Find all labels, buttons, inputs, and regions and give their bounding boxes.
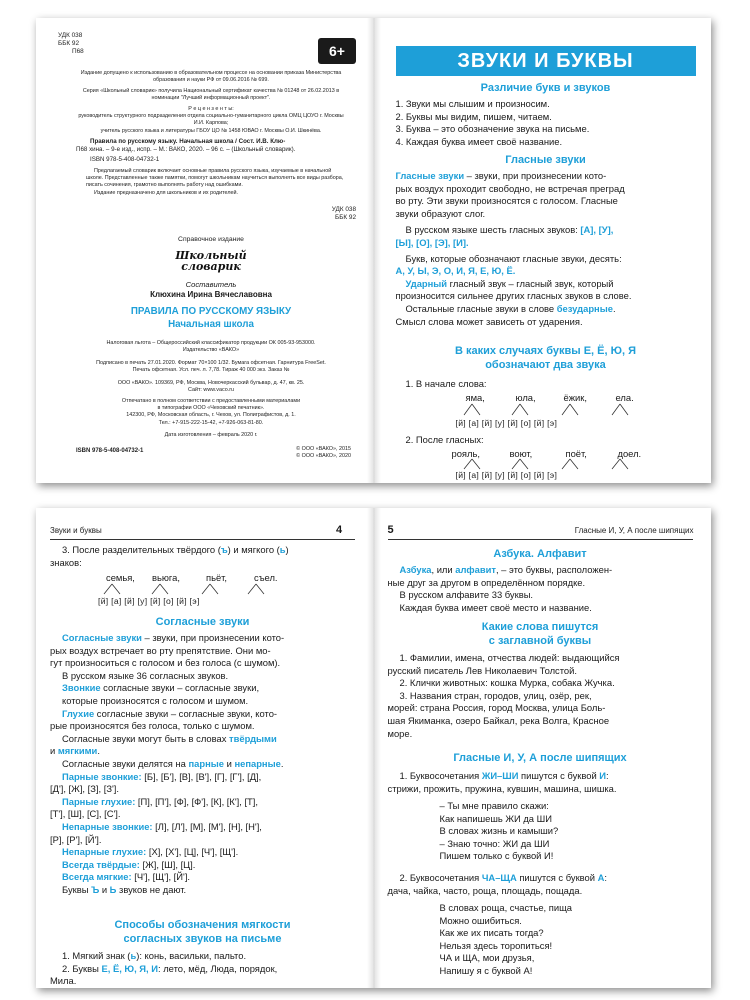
separator-text-4: знаков: — [50, 556, 82, 568]
voiced-def-1: согласные звуки – согласные звуки, — [100, 682, 260, 694]
term-always-soft: Всегда мягкие: — [62, 871, 132, 883]
cha-text-1: 2. Буквосочетания — [399, 872, 482, 883]
page-number: 4 — [336, 524, 343, 536]
vowels-def-3: во рту. Эти звуки произносятся с голосом. Гласные — [395, 195, 618, 207]
paired-voiced-1: [Б], [Б'], [В], [В'], [Г], [Г'], [Д], — [141, 770, 262, 782]
copyright-1: © ООО «ВАКО», 2015 — [296, 446, 351, 452]
heading-consonants: Согласные звуки — [155, 616, 250, 628]
consonants-def-2: рых воздух встречает во рту препятствие. Они мо- — [50, 644, 271, 656]
isbn-bottom: ISBN 978-5-408-04732-1 — [76, 448, 144, 454]
zhi-shi-rule: 1. Буквосочетания ЖИ–ШИ пишутся с буквой И: стрижи, прожить, пружина, кувшин, машина, шишка. — [388, 770, 698, 795]
heading-two-sounds-2: обозначают два звука — [485, 359, 606, 371]
voiceless-def-2: рые произносятся без голоса, только с шумом. — [50, 720, 255, 732]
biblio-line-1: Правила по русскому языку. Начальная школа / Сост. И.В. Клю- — [90, 138, 286, 145]
paired-voiced-2: [Д'], [Ж], [З], [З']. — [50, 783, 119, 795]
zhi-examples: стрижи, прожить, пружина, кувшин, машина, шишка. — [387, 782, 617, 794]
stressed-def-1: гласный звук – гласный звук, который — [447, 277, 614, 289]
softness-1-start: 1. Мягкий знак ( — [62, 950, 131, 961]
printer-line-2: в типографии ООО «Чеховский печатник». — [157, 405, 265, 412]
softness-2-end: : лето, мёд, Люда, порядок, — [158, 962, 278, 974]
tax-block — [76, 340, 346, 354]
six-vowels-list-2: [Ы], [О], [Э], [И]. — [395, 236, 469, 248]
softness-1-end: ): конь, васильки, пальто. — [136, 950, 247, 961]
example-word: доел. — [617, 448, 642, 459]
page-5 — [374, 508, 712, 988]
capital-body — [388, 652, 698, 740]
zhi-text-1: 1. Буквосочетания — [399, 770, 482, 781]
bottom-book-spread — [36, 508, 711, 988]
imprint-page — [36, 18, 374, 483]
logo-line-2: словарик — [181, 260, 241, 273]
six-vowels-text: В русском языке шесть гласных звуков: — [405, 224, 581, 236]
heading-alphabet: Азбука. Алфавит — [493, 548, 587, 560]
compiler-label: Составитель — [185, 280, 237, 289]
softness-2-start: 2. Буквы — [62, 962, 102, 974]
poem-line: Как напишешь ЖИ да ШИ — [439, 812, 552, 824]
copyright-2: © ООО «ВАКО», 2020 — [296, 453, 351, 460]
heading-two-sounds-1: В каких случаях буквы Е, Ё, Ю, Я — [454, 345, 636, 357]
term-unstressed: безударные — [556, 302, 613, 314]
heading-softness-1: Способы обозначения мягкости — [114, 919, 291, 931]
example-word: юла, — [515, 392, 536, 403]
copyright-block — [246, 446, 351, 460]
term-azbuka: Азбука — [399, 564, 432, 575]
example-word: вьюга, — [152, 572, 180, 583]
print-line-1: Подписано в печать 27.01.2020. Формат 70×100 1/32. Бумага офсетная. Гарнитура FreeSet. — [96, 360, 326, 366]
logo-line-1: Школьный — [175, 249, 247, 262]
tax-line-1: Налоговая льгота – Общероссийский классификатор продукции ОК 005-93-953000. — [106, 340, 316, 346]
capital-rule-3d: море. — [387, 727, 413, 739]
annotation-2: Издание предназначено для школьников и их родителей. — [94, 189, 238, 196]
example-word: поёт, — [565, 448, 587, 459]
voiceless-def-1: согласные звуки – согласные звуки, кото- — [94, 707, 278, 719]
capital-rule-2: 2. Клички животных: кошка Мурка, собака Жучка. — [399, 677, 615, 689]
poem-line: В словах роща, счастье, пища — [439, 902, 572, 913]
running-header: Гласные И, У, А после шипящих — [574, 526, 694, 535]
alphabet-count: В русском алфавите 33 буквы. — [399, 589, 534, 601]
hard-soft-text: Согласные звуки могут быть в словах — [62, 732, 230, 744]
header-rule — [388, 539, 693, 540]
reviewers-title: Р е ц е н з е н т ы: — [188, 106, 234, 112]
poem-line: Пишем только с буквой И! — [439, 850, 554, 862]
reviewer-1: руководитель структурного подразделения отдела социально-гуманитарного цикла ОМЦ ЦОУО г. Москвы И.И. Карпова; — [78, 113, 344, 127]
alphabet-body — [388, 564, 698, 614]
term-zhi-shi: ЖИ–ШИ — [481, 770, 519, 781]
ten-letters-text: Букв, которые обозначают гласные звуки, десять: — [405, 252, 622, 264]
bibliographic-record — [76, 138, 351, 164]
biblio-isbn: ISBN 978-5-408-04732-1 — [90, 156, 160, 163]
alphabet-names: Каждая буква имеет своё место и название. — [399, 601, 592, 613]
no-sound-text-2: и — [99, 883, 110, 895]
always-hard-list: [Ж], [Ш], [Ц]. — [139, 858, 196, 870]
unpaired-voiceless-1: [Х], [Х'], [Ц], [Ч'], [Щ']. — [146, 846, 239, 858]
top-book-spread — [36, 18, 711, 483]
capital-rule-3c: шая Якиманка, озеро Байкал, река Волга, Красное — [387, 714, 610, 726]
bbk-code: ББК 92 — [58, 40, 79, 47]
paired-voiceless-2: [Т'], [Ш], [С], [С']. — [50, 808, 121, 820]
print-line-2: Печать офсетная. Усл. печ. л. 7,78. Тираж 40 000 экз. Заказ № — [132, 367, 290, 374]
example-word: яма, — [465, 392, 485, 403]
zhi-text-2: пишутся с буквой — [518, 770, 600, 781]
age-rating-badge: 6+ — [318, 38, 356, 64]
author-code: П68 — [72, 48, 84, 55]
pairs-text: Согласные звуки делятся на — [62, 757, 189, 769]
page-4 — [36, 508, 374, 988]
example-word: ёжик, — [563, 392, 587, 403]
publisher-address — [76, 380, 346, 394]
case-1-label: 1. В начале слова: — [405, 378, 487, 389]
reviewers-block — [76, 106, 346, 135]
separator-sounds: [й] [а] [й] [у] [й] [о] [й] [э] — [98, 596, 200, 606]
softness-body — [50, 950, 360, 988]
soft-sign-letter: Ь — [109, 883, 117, 895]
printer-line-4: Тел.: +7-915-222-15-42, +7-926-063-81-80. — [158, 419, 264, 426]
capital-rule-3: 3. Названия стран, городов, улиц, озёр, рек, — [399, 689, 592, 701]
letter-i: И — [599, 770, 607, 781]
example-word: рояль, — [451, 448, 480, 459]
term-unpaired: непарные — [234, 757, 281, 769]
vowels-def-2: рых воздух проходит свободно, не встречая преград — [395, 182, 625, 194]
consonants-def-1: – звуки, при произнесении кото- — [141, 632, 285, 643]
example-word: семья, — [106, 572, 135, 583]
heading-capital-1: Какие слова пишутся — [481, 621, 599, 633]
series-logo — [161, 250, 261, 272]
example-word: ела. — [615, 392, 634, 403]
poem-line: Нельзя здесь торопиться! — [439, 939, 553, 951]
bbk-bottom: ББК 92 — [335, 214, 356, 221]
poem-line: – Ты мне правило скажи: — [439, 800, 549, 811]
poem-line: Как же их писать тогда? — [439, 927, 544, 939]
cha-text-2: пишутся с буквой — [516, 872, 598, 883]
poem-zhi-shi — [440, 800, 690, 863]
annotation-1: Предлагаемый словарик включает основные правила русского языка, изучаемые в начальной школе. Представленные также памятки, помогут школьникам научиться выполнять все виды разбора, писать сочинения, грамотно выполнять работу над ошибками. — [86, 168, 344, 189]
term-always-hard: Всегда твёрдые: — [62, 858, 140, 870]
softness-2-tail: Мила. — [50, 975, 77, 987]
unstressed-text: Остальные гласные звуки в слове — [405, 302, 557, 314]
annotation-text — [86, 168, 348, 197]
ten-letters-list: А, У, Ы, Э, О, И, Я, Е, Ю, Ё. — [395, 265, 516, 277]
case-2-label: 2. После гласных: — [405, 434, 484, 445]
term-soft: мягкими — [57, 745, 98, 757]
term-voiced: Звонкие — [62, 682, 101, 694]
difference-item-2: 2. Буквы мы видим, пишем, читаем. — [395, 110, 552, 122]
printer-line-1: Отпечатано в полном соответствии с предоставленными материалами — [121, 398, 301, 404]
difference-item-3-end: – это обозначение звука на письме. — [430, 123, 590, 135]
softness-letters: Е, Ё, Ю, Я, И — [101, 962, 158, 974]
softness-sign: ь — [130, 950, 137, 961]
running-header: Звуки и буквы — [50, 526, 102, 535]
heading-softness-2: согласных звуков на письме — [123, 933, 282, 945]
poem-line: В словах жизнь и камыши? — [439, 825, 559, 837]
separator-text-3: ) — [285, 544, 289, 555]
vowels-definition: Гласные звуки – звуки, при произнесении кото- рых воздух проходит свободно, не встречая преград во рту. Эти звуки произносятся с голосом. Гласные звуки образуют слог. В русском языке шесть гласных звуков: [А], [У], [Ы], [О], [Э], [И]. Букв, которые обозначают гласные звуки, десять: А, У, Ы, Э, О, И, Я, Е, Ю, Ё. Ударный гласный звук – гласный звук, который произносится сильнее других гласных звуков в слове. Остальные гласные звуки в слове безударные. Смысл слова может зависеть от ударения. — [396, 170, 706, 328]
publisher-address-line: ООО «ВАКО». 109369, РФ, Москва, Новочеркасский бульвар, д. 47, кв. 25. — [117, 380, 305, 386]
book-title: ПРАВИЛА ПО РУССКОМУ ЯЗЫКУ — [130, 306, 292, 317]
biblio-code: П68 — [76, 146, 88, 153]
term-hard: твёрдыми — [229, 732, 277, 744]
udk-bottom-block — [286, 206, 356, 222]
no-sound-text-3: звуков не дают. — [116, 883, 187, 895]
compiler-name: Клюхина Ирина Вячеславовна — [150, 290, 272, 299]
term-paired-voiced: Парные звонкие: — [62, 770, 142, 782]
paired-voiceless-1: [П], [П'], [Ф], [Ф'], [К], [К'], [Т], — [135, 795, 258, 807]
page-number: 5 — [387, 524, 394, 536]
consonants-body: Согласные звуки – звуки, при произнесении кото- рых воздух встречает во рту препятствие. Они мо- гут произноситься с голосом и без голоса (с шумом). В русском языке 36 согласных звуков. Звонкие согласные звуки – согласные звуки, которые произносятся с голосом и шумом. Глухие согласные звуки – согласные звуки, кото- рые произносятся без голоса, только с шумом. Согласные звуки могут быть в словах твёрдыми и мягкими. Согласные звуки делятся на парные и непарные. Парные звонкие: [Б], [Б'], [В], [В'], [Г], [Г'], [Д], [Д'], [Ж], [З], [З']. Парные глухие: [П], [П'], [Ф], [Ф'], [К], [К'], [Т], [Т'], [Ш], [С], [С']. Непарные звонкие: [Л], [Л'], [М], [М'], [Н], [Н'], [Р], [Р'], [Й']. Непарные глухие: [Х], [Х'], [Ц], [Ч'], [Щ']. Всегда твёрдые: [Ж], [Ш], [Ц]. Всегда мягкие: [Ч'], [Щ'], [Й']. Буквы Ъ и Ь звуков не дают. — [50, 632, 360, 896]
poem-line: Напишу я с буквой А! — [439, 964, 533, 976]
split-arrows — [462, 458, 662, 470]
heading-softness — [50, 918, 355, 946]
capital-rule-1b: русский писатель Лев Николаевич Толстой. — [387, 664, 577, 676]
split-arrows — [462, 403, 662, 417]
heading-difference: Различие букв и звуков — [480, 82, 611, 94]
always-soft-list: [Ч'], [Щ'], [Й']. — [131, 871, 191, 883]
heading-two-sounds — [386, 344, 706, 372]
cha-shcha-rule: 2. Буквосочетания ЧА–ЩА пишутся с буквой А: дача, чайка, часто, роща, площадь, пощада. — [388, 872, 698, 897]
printer-block — [76, 398, 346, 427]
heading-vowels: Гласные звуки — [505, 154, 586, 166]
term-unpaired-voiced: Непарные звонкие: — [62, 820, 153, 832]
separator-text-1: 3. После разделительных твёрдого ( — [62, 544, 221, 555]
soft-sign: ь — [279, 544, 286, 555]
difference-item-3 — [396, 123, 706, 136]
heading-hushing: Гласные И, У, А после шипящих — [453, 752, 627, 764]
publisher-site: Сайт: www.vaco.ru — [188, 387, 234, 394]
biblio-line-2: хина. – 9-е изд., испр. – М.: ВАКО, 2020. – 96 с. – (Школьный словарик). — [89, 146, 296, 153]
difference-item-3-start: 3. Буква — [395, 123, 431, 135]
udk-bottom: УДК 038 — [331, 206, 356, 213]
printer-line-3: 142300, РФ, Московская область, г. Чехов, ул. Полиграфистов, д. 1. — [126, 412, 296, 419]
term-vowels: Гласные звуки — [395, 170, 465, 181]
hard-soft-and: и — [50, 745, 58, 757]
approval-text: Издание допущено к использованию в образовательном процессе на основании приказа Министерства образования и науки РФ от 09.06.2016 № 699. — [80, 70, 342, 84]
poem-line: – Знаю точно: ЖИ да ШИ — [439, 837, 550, 849]
alphabet-text-1: , или — [431, 564, 456, 575]
series-certificate-text: Серия «Школьный словарик» получила Национальный сертификат качества № 01248 от 26.02.2013 в номинации "Лучший информационный проект". — [82, 88, 340, 102]
section-banner: ЗВУКИ И БУКВЫ — [396, 46, 696, 76]
letter-a: А — [597, 872, 605, 883]
vowels-def-4: звуки образуют слог. — [395, 207, 486, 219]
term-alphabet: алфавит — [455, 564, 496, 575]
separator-signs-text — [50, 544, 360, 569]
unpaired-voiced-2: [Р], [Р'], [Й']. — [50, 833, 102, 845]
example-word: воют, — [509, 448, 533, 459]
heading-capital-2: с заглавной буквы — [488, 635, 592, 647]
example-word: съел. — [254, 572, 278, 583]
term-stressed: Ударный — [405, 277, 448, 289]
case-2-sounds: [й] [а] [й] [у] [й] [о] [й] [э] — [455, 470, 558, 480]
term-paired-voiceless: Парные глухие: — [62, 795, 136, 807]
term-consonants: Согласные звуки — [62, 632, 142, 643]
stress-meaning: Смысл слова может зависеть от ударения. — [395, 315, 583, 327]
print-date: Дата изготовления – февраль 2020 г. — [164, 432, 258, 438]
term-unpaired-voiceless: Непарные глухие: — [62, 846, 147, 858]
case-1-sounds: [й] [а] [й] [у] [й] [о] [й] [э] — [455, 418, 558, 428]
udk-block — [58, 32, 138, 56]
edition-type: Справочное издание — [178, 236, 244, 243]
book-subtitle: Начальная школа — [168, 319, 254, 330]
capital-rule-1: 1. Фамилии, имена, отчества людей: выдающийся — [399, 652, 620, 663]
difference-item-1: 1. Звуки мы слышим и произносим. — [395, 98, 550, 109]
separator-text-2: ) и мягкого ( — [227, 544, 280, 555]
term-voiceless: Глухие — [62, 707, 95, 719]
udk-code: УДК 038 — [58, 32, 83, 39]
term-paired: парные — [188, 757, 224, 769]
print-block — [76, 360, 346, 374]
heading-capital — [388, 620, 693, 648]
vowels-def-1: – звуки, при произнесении кото- — [464, 170, 607, 181]
hard-sign-letter: Ъ — [91, 883, 100, 895]
stressed-def-2: произносится сильнее других гласных звуков в слове. — [395, 290, 632, 302]
difference-list — [396, 98, 706, 148]
consonants-def-3: гут произноситься с голосом и без голоса (с шумом). — [50, 657, 281, 669]
unpaired-voiced-1: [Л], [Л'], [М], [М'], [Н], [Н'], — [152, 820, 262, 832]
no-sound-text-1: Буквы — [62, 883, 92, 895]
term-cha-shcha: ЧА–ЩА — [481, 872, 517, 883]
header-rule — [50, 539, 355, 540]
sounds-letters-page — [374, 18, 712, 483]
consonants-count: В русском языке 36 согласных звуков. — [62, 669, 229, 681]
example-word: пьёт, — [206, 572, 228, 583]
six-vowels-list-1: [А], [У], — [580, 224, 614, 236]
voiced-def-2: которые произносятся с голосом и шумом. — [62, 694, 249, 706]
poem-cha-shcha — [440, 902, 690, 978]
difference-item-4: 4. Каждая буква имеет своё название. — [395, 135, 563, 147]
alphabet-text-3: ные друг за другом в определённом порядке. — [387, 576, 586, 588]
reviewer-2: учитель русского языка и литературы ГБОУ ЦО № 1458 ЮВАО г. Москвы О.И. Шкинёва. — [100, 127, 322, 134]
poem-line: Можно ошибиться. — [439, 914, 522, 926]
split-arrows — [98, 583, 298, 595]
capital-rule-3b: морей: страна Россия, город Москва, улица Боль- — [387, 702, 606, 714]
tax-line-2: Издательство «ВАКО» — [182, 347, 240, 354]
poem-line: ЧА и ЩА, мои друзья, — [439, 952, 535, 964]
cha-examples: дача, чайка, часто, роща, площадь, пощада. — [387, 884, 583, 896]
hard-sign: ъ — [220, 544, 228, 555]
pairs-and: и — [223, 757, 235, 769]
alphabet-text-2: , – это буквы, расположен- — [495, 564, 613, 575]
